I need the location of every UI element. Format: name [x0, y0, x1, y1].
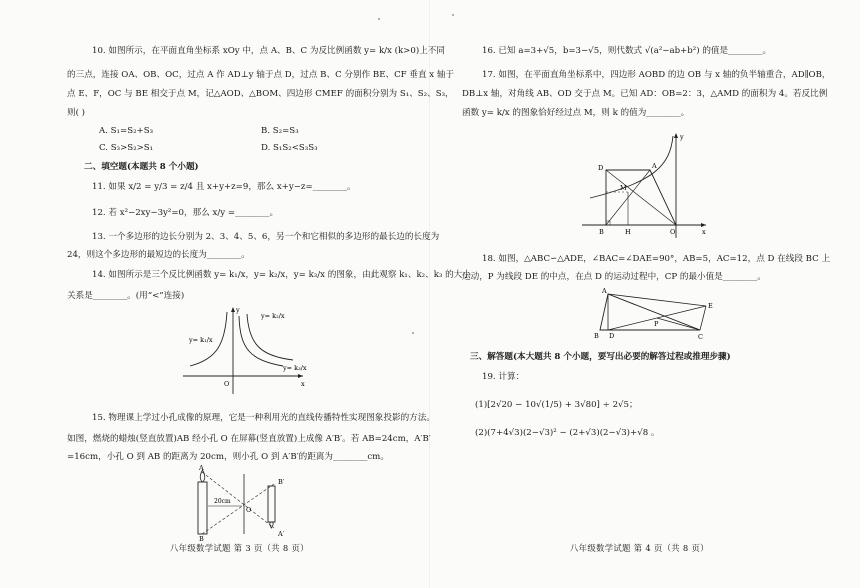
point-e-label: E [708, 302, 713, 310]
origin-label: O [224, 380, 230, 388]
q13-line2: 24，则这个多边形的最短边的长度为________。 [67, 250, 250, 260]
point-p-label: P [654, 320, 659, 328]
q18-line2: 运动，P 为线段 DE 的中点，在点 D 的运动过程中，CP 的最小值是________。 [462, 272, 766, 282]
point-h-label: H [625, 228, 631, 236]
q15-line1: 15. 物理课上学过小孔成像的原理，它是一种利用光的直线传播特性实现图象投影的方法。 [92, 413, 435, 423]
q14-line1: 14. 如图所示是三个反比例函数 y= k₁/x，y= k₂/x，y= k₃/x 的图象，由此观察 k₁、k₂、k₃ 的大小 [92, 270, 471, 280]
point-c-label: C [698, 333, 703, 341]
q17-line2: DB⊥x 轴，对角线 AB、OD 交于点 M。已知 AD：OB=2：3，△AMD 的面积为 4。若反比例 [462, 89, 828, 99]
x-axis-arrow [701, 223, 706, 227]
section-3-heading: 三、解答题(本大题共 8 个小题，要写出必要的解答过程或推理步骤) [470, 352, 731, 362]
q19: 19. 计算： [482, 372, 525, 382]
y-axis-arrow [674, 133, 678, 138]
point-b-label: B [599, 228, 604, 236]
label-k2: y= k₂/x [261, 312, 285, 320]
point-b-prime-label: B′ [278, 478, 285, 486]
q14-hyperbola-figure [175, 304, 310, 398]
curve-k2 [239, 316, 283, 366]
q10-line1: 10. 如图所示，在平面直角坐标系 xOy 中，点 A、B、C 为反比例函数 y= k/x (k>0)上不同 [92, 46, 445, 56]
page-4-footer: 八年级数学试题 第 4 页（共 8 页） [570, 543, 709, 553]
point-d-label: D [598, 164, 604, 172]
distance-label: 20cm [214, 498, 231, 505]
q10-line4: 则( ) [67, 108, 86, 118]
q11: 11. 如果 x/2 = y/3 = z/4 且 x+y+z=9，那么 x+y−z=________。 [92, 182, 356, 192]
q17-quadrilateral-figure [580, 130, 710, 240]
point-a-label: A [652, 162, 657, 170]
q10-option-d: D. S₁S₂<S₃S₃ [261, 143, 318, 153]
q15-line2: 如图，燃烧的蜡烛(竖直放置)AB 经小孔 O 在屏幕(竖直放置)上成像 A′B′。若 AB=24cm，A′B′ [67, 434, 431, 444]
q18-line1: 18. 如图，△ABC∽△ADE，∠BAC=∠DAE=90°，AB=5，AC=12，点 D 在线段 BC 上 [482, 254, 831, 264]
label-k1: y= k₁/x [189, 336, 213, 344]
q10-option-c: C. S₃>S₂>S₁ [99, 143, 154, 153]
point-a-label: A [602, 287, 607, 295]
image-body [268, 486, 275, 522]
point-o-label: O [246, 506, 252, 514]
point-m-label: M [620, 184, 627, 192]
q14-line2: 关系是________。(用“<”连接) [67, 291, 185, 301]
axis-y-label: y [680, 133, 684, 141]
point-b-label: B [594, 332, 599, 340]
q18-triangles-figure [594, 286, 724, 342]
q15-line3: =16cm，小孔 O 到 AB 的距离为 20cm，则小孔 O 到 A′B′的距离为________cm。 [67, 452, 389, 462]
point-o-label: O [670, 228, 676, 236]
q10-line2: 的三点，连接 OA、OB、OC，过点 A 作 AD⊥y 轴于点 D，过点 B、C 分别作 BE、CF 垂直 x 轴于 [67, 70, 455, 80]
x-axis-arrow [298, 374, 303, 378]
axis-x-label: x [301, 380, 305, 388]
q17-line3: 函数 y= k/x 的图象恰好经过点 M，则 k 的值为________。 [462, 108, 690, 118]
point-d-label: D [609, 332, 615, 340]
segment-ce [700, 306, 706, 330]
page-4 [430, 0, 860, 588]
q10-option-a: A. S₁=S₂+S₃ [99, 126, 154, 136]
point-a-prime-label: A′ [278, 530, 285, 538]
q17-line1: 17. 如图，在平面直角坐标系中，四边形 AOBD 的边 OB 与 x 轴的负半轴重合，AD∥OB， [482, 70, 831, 80]
q15-pinhole-figure [186, 464, 296, 542]
axis-x-label: x [702, 228, 706, 236]
label-k3: y= k₃/x [283, 364, 307, 372]
q16: 16. 已知 a=3+√5，b=3−√5，则代数式 √(a²−ab+b²) 的值是________。 [482, 46, 772, 56]
y-axis-arrow [231, 307, 235, 312]
ray-bottom [202, 484, 274, 534]
candle-body [198, 482, 207, 534]
q19-part2: (2)(7+4√3)(2−√3)² − (2+√3)(2−√3)+√8 。 [475, 428, 660, 438]
curve-k3 [247, 314, 293, 360]
q12: 12. 若 x²−2xy−3y²=0，那么 x/y =________。 [92, 208, 279, 218]
q10-line3: 点 E、F，OC 与 BE 相交于点 M，记△AOD、△BOM、四边形 CMEF 的面积分别为 S₁、S₂、S₃， [67, 89, 454, 99]
point-b-label: B [199, 535, 204, 542]
point-a-label: A [199, 464, 204, 472]
diagonal-od [606, 170, 676, 225]
ray-top [202, 472, 274, 528]
axis-y-label: y [236, 306, 240, 314]
q19-part1: (1)[2√20 − 10√(1/5) + 3√80] ÷ 2√5； [475, 400, 638, 410]
section-2-heading: 二、填空题(本题共 8 个小题) [84, 162, 199, 172]
q13-line1: 13. 一个多边形的边长分别为 2、3、4、5、6，另一个和它相似的多边形的最长边的长度为 [92, 232, 440, 242]
segment-cp [657, 318, 700, 330]
page-3-footer: 八年级数学试题 第 3 页（共 8 页） [170, 543, 309, 553]
q10-option-b: B. S₂=S₃ [261, 126, 299, 136]
